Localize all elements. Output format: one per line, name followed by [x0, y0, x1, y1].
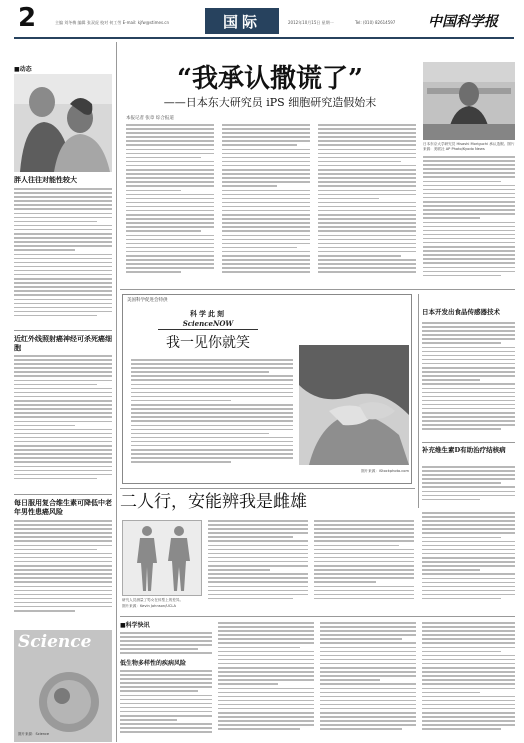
lead-body-col4	[423, 156, 515, 284]
bottom-section-tag: ■科学快讯	[120, 622, 150, 629]
left-column-rule	[116, 42, 117, 742]
left-divider-1	[14, 330, 112, 331]
lead-body-col2	[222, 124, 310, 284]
twin-body-col1	[208, 520, 308, 612]
lead-subheadline: ——日本东大研究员 iPS 细胞研究造假始末	[163, 96, 377, 109]
couple-photo	[14, 74, 112, 172]
bottom-body-col1b	[120, 670, 212, 742]
bottom-body-col1	[120, 632, 212, 658]
story1-title: 胖人往往对能性较大	[14, 175, 77, 184]
body-figure-image	[122, 520, 202, 596]
right-story-title: 日本开发出食品传感器技术	[422, 308, 500, 316]
right-story-body	[422, 322, 515, 440]
twin-top-rule	[120, 488, 415, 489]
lead-photo	[423, 62, 515, 140]
right-story2-title: 补充维生素D有助治疗结核病	[422, 446, 506, 454]
story3-title: 每日服用复合维生素可降低中老年男性患癌风险	[14, 498, 112, 516]
science-body	[131, 359, 293, 479]
right-column	[422, 292, 515, 508]
bottom-body-col3	[320, 622, 416, 742]
twin-headline: 二人行，安能辨我是雌雄	[120, 492, 307, 512]
right-lower-body	[422, 512, 515, 612]
section-label-box	[205, 8, 279, 34]
science-title-rule	[158, 329, 258, 330]
twin-body-col2	[314, 520, 414, 612]
date-line: 2012年10月15日 星期一	[288, 20, 334, 25]
section-label: 国际	[222, 12, 261, 31]
story2-body	[14, 355, 112, 490]
left-divider-2	[14, 494, 112, 495]
science-cover-credit: 图片来源：Science	[18, 732, 50, 736]
body-figure-caption: 研究人员测量了男女在体型上的差异。	[122, 598, 184, 602]
lead-body-col3	[318, 124, 416, 284]
lead-byline: 本报记者 张章 综合报道	[126, 116, 174, 121]
page-masthead	[0, 0, 524, 48]
story3-body	[14, 520, 112, 625]
body-figure-credit: 图片来源：Kevin Johnson/UCLA	[122, 604, 176, 608]
lead-story	[120, 42, 420, 286]
lead-body-col1	[126, 124, 214, 284]
science-column-title: 科学此刻	[190, 310, 226, 318]
right-header-info: Tel: (010) 82614597	[355, 20, 396, 25]
handshake-photo	[299, 345, 409, 465]
lead-photo-caption: 日本东京大学研究员 Hisashi Moriguchi 承认造假。图片来源：美联社 AP Photo/Kyodo News	[423, 142, 515, 151]
bottom-rule	[120, 616, 515, 617]
bottom-body-col4	[422, 622, 515, 742]
brand-logo: 中国科学报	[428, 14, 498, 30]
bottom-body-col2	[218, 622, 314, 742]
story1-body	[14, 188, 112, 326]
lead-bottom-rule	[120, 289, 515, 290]
right-column-rule	[418, 294, 419, 508]
right-story2-body	[422, 466, 515, 508]
section-tag-dongtai: ■动态	[14, 66, 32, 73]
science-photo-credit: 图片来源：iStockphoto.com	[360, 469, 409, 473]
bottom-story1-title: 低生物多样性的疾病风险	[120, 660, 187, 667]
right-divider	[422, 442, 515, 443]
science-box	[122, 294, 412, 484]
left-column	[14, 42, 112, 742]
lead-headline: “我承认撒谎了”	[177, 64, 363, 94]
science-cover-title: Science	[18, 632, 92, 652]
left-header-info: 主编 刘冬梅 编辑 张双虎 校对 何工劳 E-mail: kjfw@stimes.cn	[55, 20, 170, 25]
story2-title: 近红外线照射癌神经可杀死癌细胞	[14, 334, 112, 352]
science-box-label: 美国科学促进会特供	[127, 298, 168, 303]
science-column-title-en: ScienceNOW	[182, 319, 234, 328]
science-headline: 我一见你就笑	[166, 335, 250, 351]
masthead-rule	[14, 37, 514, 39]
science-cover	[14, 630, 112, 742]
page-number: 2	[18, 3, 37, 33]
